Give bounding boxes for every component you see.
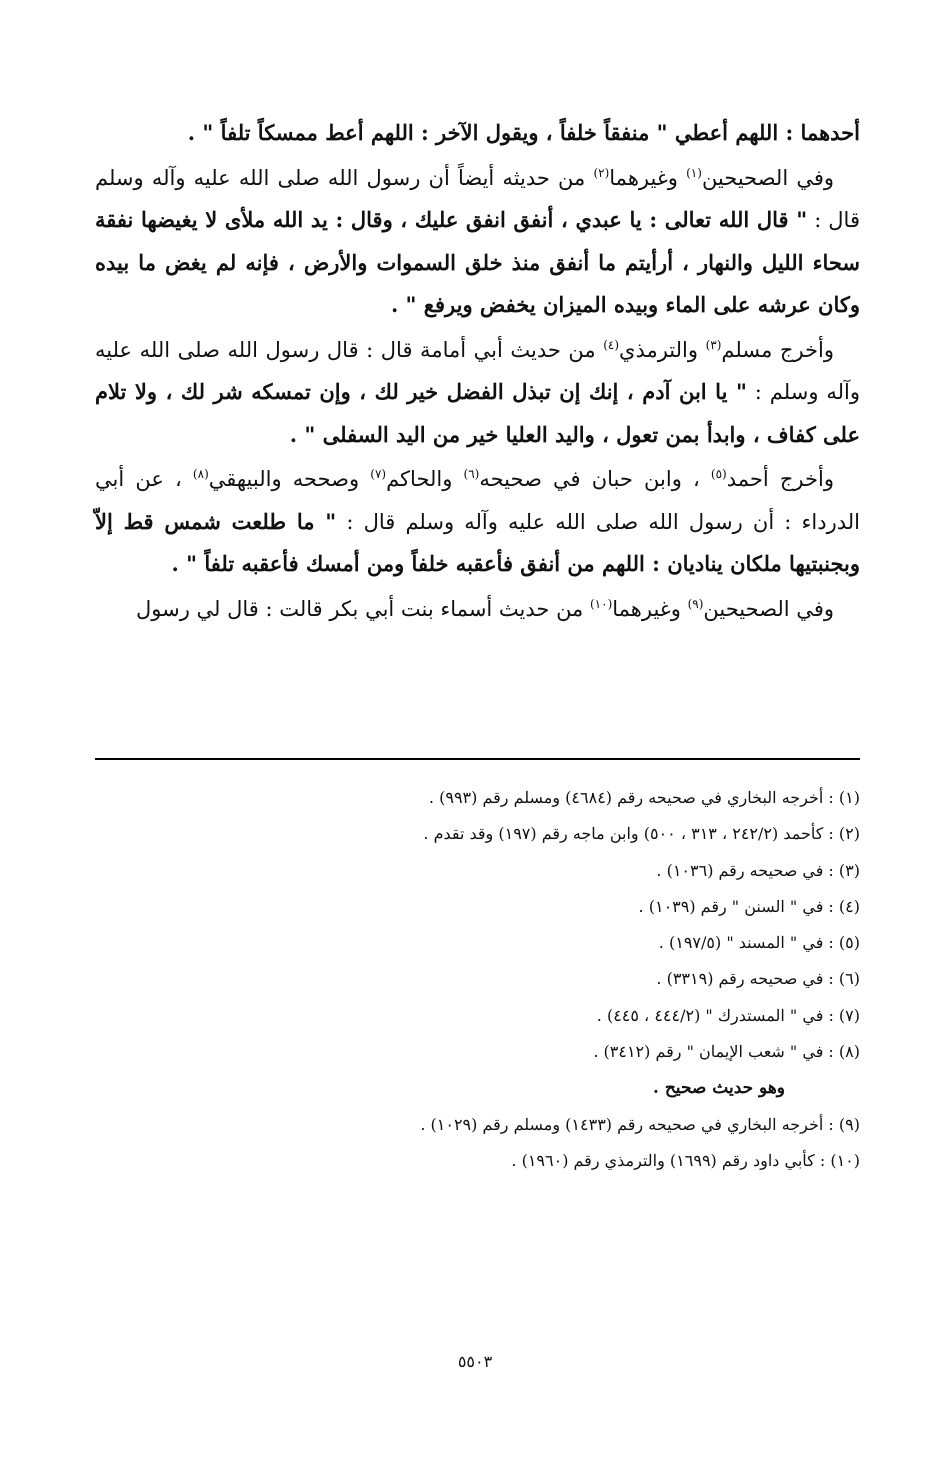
footnote-8-grading: وهو حديث صحيح . bbox=[653, 1078, 785, 1099]
footnote-ref-8[interactable]: (٨) bbox=[192, 467, 209, 481]
footnote-7: (٧) : في " المستدرك " (٤٤٤/٢ ، ٤٤٥) . bbox=[596, 1005, 860, 1025]
paragraph-1 bbox=[95, 112, 860, 155]
narration-text: ، وابن حبان في صحيحه bbox=[479, 467, 711, 491]
footnote-ref-6[interactable]: (٦) bbox=[463, 467, 480, 481]
footnote-ref-4[interactable]: (٤) bbox=[603, 337, 620, 352]
footnote-1: (١) : أخرجه البخاري في صحيحه رقم (٤٦٨٤) ومسلم رقم (٩٩٣) . bbox=[428, 788, 860, 807]
footnote-2: (٢) : كأحمد (٢٤٢/٢ ، ٣١٣ ، ٥٠٠) وابن ماجه رقم (١٩٧) وقد تقدم . bbox=[423, 824, 860, 844]
paragraph-4 bbox=[95, 459, 860, 586]
narration-text: وأخرج أحمد bbox=[726, 467, 834, 491]
page-number: ٥٥٠٣ bbox=[457, 1352, 493, 1371]
narration-text: وصححه والبيهقي bbox=[208, 467, 371, 491]
footnote-5: (٥) : في " المسند " (١٩٧/٥) . bbox=[658, 933, 860, 953]
footnote-10: (١٠) : كأبي داود رقم (١٦٩٩) والترمذي رقم (١٩٦٠) . bbox=[511, 1150, 860, 1170]
footnote-ref-3[interactable]: (٣) bbox=[705, 337, 722, 352]
narration-text: والترمذي bbox=[619, 337, 706, 362]
footnote-4: (٤) : في " السنن " رقم (١٠٣٩) . bbox=[638, 896, 860, 916]
narration-text: وأخرج مسلم bbox=[721, 337, 834, 362]
footnote-divider bbox=[95, 758, 860, 760]
narration-text: والحاكم bbox=[386, 467, 464, 491]
footnote-ref-7[interactable]: (٧) bbox=[370, 467, 387, 481]
hadith-text: " قال الله تعالى : يا عبدي ، أنفق انفق عليك ، وقال : يد الله ملأى لا يغيضها نفقة سحاء الليل والنهار ، أرأيتم ما أنفق منذ خلق السموات والأرض ، فإنه لم يغض ما بيده وكان عرشه على الماء وبيده الميزان يخفض ويرفع " . bbox=[95, 207, 860, 317]
paragraph-5 bbox=[95, 589, 860, 631]
footnote-8: (٨) : في " شعب الإيمان " رقم (٣٤١٢) . bbox=[593, 1042, 860, 1062]
footnote-ref-2[interactable]: (٢) bbox=[593, 165, 610, 180]
paragraph-3 bbox=[95, 330, 860, 457]
main-text bbox=[95, 112, 860, 630]
narration-text: من حديثه أيضاً أن رسول الله صلى الله عليه وآله وسلم قال : bbox=[95, 165, 860, 232]
footnote-ref-10[interactable]: (١٠) bbox=[589, 596, 613, 611]
footnote-3: (٣) : في صحيحه رقم (١٠٣٦) . bbox=[656, 860, 860, 880]
footnote-ref-1[interactable]: (١) bbox=[686, 165, 702, 180]
narration-text: وفي الصحيحين bbox=[703, 596, 834, 621]
footnotes bbox=[95, 780, 860, 1179]
hadith-text: " يا ابن آدم ، إنك إن تبذل الفضل خير لك ، وإن تمسكه شر لك ، ولا تلام على كفاف ، وابدأ بمن تعول ، واليد العليا خير من اليد السفلى " . bbox=[95, 379, 860, 447]
narration-text: من حديث أبي أمامة قال : قال رسول الله صلى الله عليه وآله وسلم : bbox=[95, 337, 860, 404]
footnote-9: (٩) : أخرجه البخاري في صحيحه رقم (١٤٣٣) ومسلم رقم (١٠٢٩) . bbox=[420, 1114, 860, 1134]
paragraph-2 bbox=[95, 158, 860, 327]
narration-text: وغيرهما bbox=[612, 596, 688, 621]
hadith-text: أحدهما : اللهم أعطي " منفقاً خلفاً ، ويقول الآخر : اللهم أعط ممسكاً تلفاً " . bbox=[187, 120, 860, 145]
footnote-6: (٦) : في صحيحه رقم (٣٣١٩) . bbox=[656, 969, 860, 989]
footnote-ref-5[interactable]: (٥) bbox=[710, 467, 727, 481]
narration-text: وفي الصحيحين bbox=[701, 165, 835, 190]
narration-text: وغيرهما bbox=[609, 165, 687, 190]
hadith-text: " ما طلعت شمس قط إلاّ وبجنبتيها ملكان يناديان : اللهم من أنفق فأعقبه خلفاً ومن أمسك فأعقبه تلفاً " . bbox=[95, 508, 860, 576]
narration-text: من حديث أسماء بنت أبي بكر قالت : قال لي رسول bbox=[136, 596, 590, 621]
narration-text: ، عن أبي الدرداء : أن رسول الله صلى الله عليه وآله وسلم قال : bbox=[95, 467, 860, 534]
footnote-ref-9[interactable]: (٩) bbox=[687, 596, 704, 611]
